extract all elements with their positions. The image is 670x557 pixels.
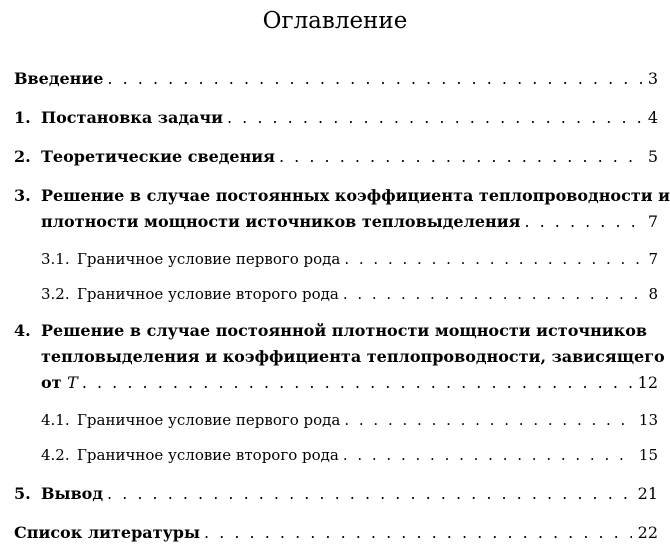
dot-leader bbox=[107, 66, 641, 92]
dot-leader bbox=[343, 442, 633, 468]
dot-leader bbox=[279, 144, 642, 170]
toc-entry-number: 5. bbox=[14, 484, 31, 503]
toc-page-number: 22 bbox=[637, 523, 658, 542]
toc-entry-number: 3. bbox=[14, 186, 31, 205]
toc-page-number: 7 bbox=[648, 250, 658, 268]
toc-page-number: 7 bbox=[647, 212, 658, 231]
toc-entry-3-2[interactable] bbox=[14, 281, 658, 307]
dot-leader bbox=[107, 481, 632, 507]
toc-entry-label-line-2: тепловыделения и коэффициента теплопроводности, зависящего bbox=[41, 347, 665, 366]
toc-entry-label-line-2: плотности мощности источников тепловыделения bbox=[41, 212, 521, 231]
toc-entry-number: 4.2. bbox=[41, 446, 70, 464]
toc-entry-label: Список литературы bbox=[14, 523, 201, 542]
toc-entry-number: 3.1. bbox=[41, 250, 70, 268]
toc-entry-4[interactable] bbox=[14, 318, 665, 396]
toc-entry-label: Граничное условие второго рода bbox=[77, 446, 339, 464]
toc-entry-number: 4. bbox=[14, 321, 31, 340]
toc-entry-number: 1. bbox=[14, 108, 31, 127]
toc-entry-3-1[interactable] bbox=[14, 246, 658, 272]
toc-entry-label: Введение bbox=[14, 69, 104, 88]
toc-entry-3[interactable] bbox=[14, 183, 670, 235]
math-symbol-T: T bbox=[67, 373, 78, 392]
toc-entry-5[interactable] bbox=[14, 481, 658, 507]
dot-leader bbox=[524, 209, 641, 235]
page-title: Оглавление bbox=[262, 8, 408, 34]
toc-entry-label: Граничное условие второго рода bbox=[77, 285, 339, 303]
dot-leader bbox=[343, 281, 642, 307]
dot-leader bbox=[344, 407, 633, 433]
toc-entry-label: Граничное условие первого рода bbox=[77, 411, 341, 429]
toc-page-number: 3 bbox=[647, 69, 658, 88]
toc-page-number: 5 bbox=[647, 147, 658, 166]
toc-entry-4-2[interactable] bbox=[14, 442, 658, 468]
dot-leader bbox=[204, 520, 632, 546]
toc-entry-number: 3.2. bbox=[41, 285, 70, 303]
toc-entry-label: Граничное условие первого рода bbox=[77, 250, 341, 268]
toc-page-number: 4 bbox=[647, 108, 658, 127]
toc-page-number: 8 bbox=[648, 285, 658, 303]
dot-leader bbox=[344, 246, 642, 272]
toc-page-number: 15 bbox=[638, 446, 658, 464]
toc-entry-label: Теоретические сведения bbox=[41, 147, 275, 166]
toc-entry-number: 2. bbox=[14, 147, 31, 166]
toc-entry-label-line-3: от bbox=[41, 373, 68, 392]
dot-leader bbox=[227, 105, 642, 131]
toc-entry-introduction[interactable] bbox=[14, 66, 658, 92]
toc-entry-label: Постановка задачи bbox=[41, 108, 223, 127]
toc-entry-4-1[interactable] bbox=[14, 407, 658, 433]
toc-entry-label: Вывод bbox=[41, 484, 104, 503]
toc-page-number: 21 bbox=[637, 484, 658, 503]
toc-entry-number: 4.1. bbox=[41, 411, 70, 429]
toc-entry-references[interactable] bbox=[14, 520, 658, 546]
toc-entry-label-line-1: Решение в случае постоянных коэффициента теплопроводности и bbox=[41, 186, 670, 205]
dot-leader bbox=[82, 370, 632, 396]
toc-entry-label-line-1: Решение в случае постоянной плотности мощности источников bbox=[41, 321, 647, 340]
toc-entry-2[interactable] bbox=[14, 144, 658, 170]
toc-entry-1[interactable] bbox=[14, 105, 658, 131]
toc-page-number: 12 bbox=[637, 373, 658, 392]
toc-page-number: 13 bbox=[638, 411, 658, 429]
